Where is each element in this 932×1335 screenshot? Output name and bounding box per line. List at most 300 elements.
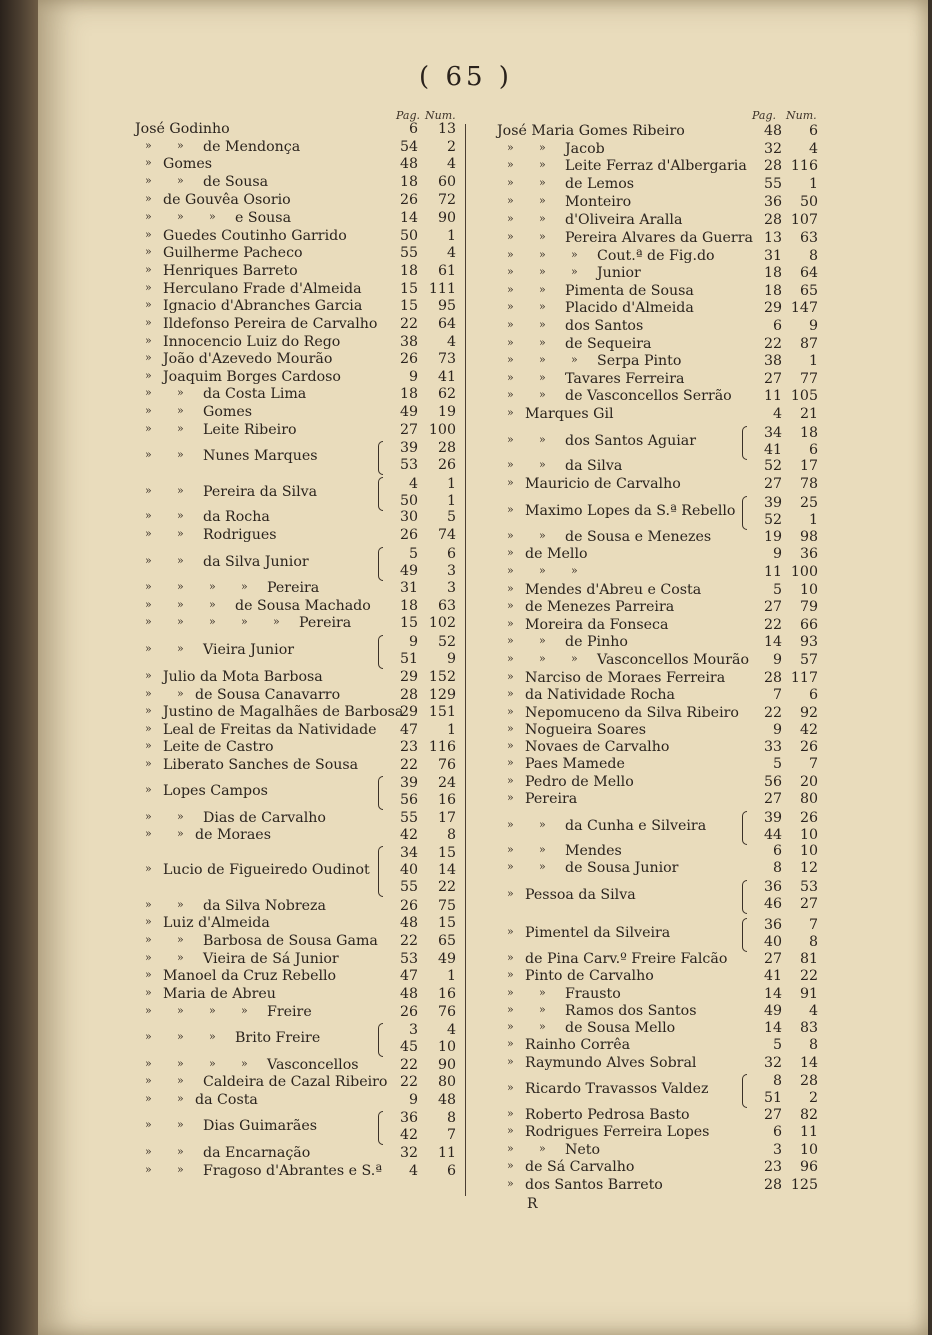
page-value: 26 [399, 1004, 418, 1020]
page-value: 27 [763, 599, 782, 615]
number-value: 3 [446, 562, 456, 579]
ditto-mark: » [145, 898, 152, 911]
entry-name: Manoel da Cruz Rebello [163, 968, 337, 984]
ditto-mark: » [145, 722, 152, 735]
page-value: 55 [763, 176, 782, 192]
entry-name: Vieira de Sá Junior [203, 951, 339, 967]
page-value: 47 [399, 968, 418, 984]
ditto-mark: » [507, 818, 514, 831]
page-value: 42 [399, 1126, 418, 1143]
number-value: 5 [446, 509, 456, 525]
ditto-mark: » [145, 448, 152, 461]
ditto-mark: » [209, 1030, 216, 1043]
page-value: 9 [772, 652, 782, 668]
ditto-mark: » [539, 986, 546, 999]
ditto-mark: » [209, 580, 216, 593]
ditto-mark: » [507, 564, 514, 577]
ditto-mark: » [507, 1159, 514, 1172]
ditto-mark: » [177, 509, 184, 522]
entry-name: dos Santos Aguiar [565, 433, 697, 449]
ditto-mark: » [539, 194, 546, 207]
ditto-mark: » [539, 634, 546, 647]
entry-name: d'Oliveira Aralla [565, 212, 683, 228]
ditto-mark: » [145, 1092, 152, 1105]
ditto-mark: » [177, 687, 184, 700]
number-value: 26 [437, 456, 456, 473]
ditto-mark: » [145, 527, 152, 540]
page-value: 5 [772, 756, 782, 772]
ditto-mark: » [145, 757, 152, 770]
ditto-mark: » [145, 263, 152, 276]
page-value: 13 [763, 230, 782, 246]
number-value: 1 [446, 968, 456, 984]
ditto-mark: » [507, 617, 514, 630]
number-value: 76 [437, 757, 456, 773]
number-value: 26 [799, 739, 818, 755]
number-value: 91 [799, 986, 818, 1002]
ditto-mark: » [241, 615, 248, 628]
page-value: 14 [763, 634, 782, 650]
ditto-mark: » [177, 580, 184, 593]
page-value: 18 [399, 174, 418, 190]
ditto-mark: » [145, 862, 152, 875]
ditto-mark: » [507, 248, 514, 261]
number-value: 76 [437, 1004, 456, 1020]
ditto-mark: » [145, 422, 152, 435]
ditto-mark: » [539, 353, 546, 366]
entry-name: Julio da Mota Barbosa [163, 669, 323, 685]
ditto-mark: » [177, 386, 184, 399]
page-value: 28 [763, 212, 782, 228]
ditto-mark: » [507, 791, 514, 804]
ditto-mark: » [539, 248, 546, 261]
page-value: 38 [399, 334, 418, 350]
page-value: 55 [399, 810, 418, 826]
number-value: 4 [446, 334, 456, 350]
entry-name: Pereira [267, 580, 320, 596]
number-value: 8 [808, 1037, 818, 1053]
entry-name: Cout.ª de Fig.do [597, 248, 715, 264]
entry-name: Leite Ferraz d'Albergaria [565, 158, 747, 174]
ditto-mark: » [145, 580, 152, 593]
entry-name: Vasconcellos [267, 1057, 359, 1073]
entry-name: José Godinho [135, 121, 230, 137]
ditto-mark: » [145, 1057, 152, 1070]
number-value: 64 [799, 265, 818, 281]
number-value: 12 [799, 860, 818, 876]
ditto-mark: » [507, 371, 514, 384]
ditto-mark: » [571, 564, 578, 577]
entry-name: Ricardo Travassos Valdez [525, 1081, 709, 1097]
number-value: 10 [799, 826, 818, 843]
ditto-mark: » [145, 316, 152, 329]
ditto-mark: » [145, 228, 152, 241]
number-value: 11 [437, 1145, 456, 1161]
page-value: 5 [772, 582, 782, 598]
ditto-mark: » [539, 818, 546, 831]
ditto-mark: » [539, 158, 546, 171]
page-value: 9 [772, 546, 782, 562]
ditto-mark: » [507, 739, 514, 752]
ditto-mark: » [539, 371, 546, 384]
ditto-mark: » [571, 248, 578, 261]
page-value: 41 [763, 968, 782, 984]
page-value: 22 [763, 617, 782, 633]
page-value: 56 [399, 791, 418, 808]
number-value: 14 [799, 1055, 818, 1071]
entry-name: da Costa Lima [203, 386, 307, 402]
entry-name: Mendes d'Abreu e Costa [525, 582, 702, 598]
pag-header: Pag. [752, 109, 777, 122]
number-value: 42 [799, 722, 818, 738]
number-value: 1 [446, 228, 456, 244]
page-value: 22 [399, 757, 418, 773]
ditto-mark: » [507, 503, 514, 516]
ditto-mark: » [145, 281, 152, 294]
page-value: 7 [772, 687, 782, 703]
ditto-mark: » [177, 404, 184, 417]
entry-name: Brito Freire [235, 1030, 321, 1046]
page-value: 22 [763, 336, 782, 352]
number-value: 49 [437, 951, 456, 967]
number-value: 83 [799, 1020, 818, 1036]
page-value: 18 [399, 263, 418, 279]
ditto-mark: » [539, 1020, 546, 1033]
ditto-mark: » [145, 986, 152, 999]
page-value: 6 [772, 843, 782, 859]
ditto-mark: » [177, 1057, 184, 1070]
entry-name: dos Santos Barreto [525, 1177, 663, 1193]
num-header: Num. [786, 109, 817, 122]
entry-name: Nogueira Soares [525, 722, 647, 738]
ditto-mark: » [177, 1145, 184, 1158]
page-value: 18 [763, 283, 782, 299]
number-value: 21 [799, 406, 818, 422]
entry-name: Freire [267, 1004, 312, 1020]
entry-name: Maria de Abreu [163, 986, 276, 1002]
number-value: 116 [428, 739, 456, 755]
entry-name: dos Santos [565, 318, 644, 334]
ditto-mark: » [177, 933, 184, 946]
ditto-mark: » [507, 1055, 514, 1068]
page-value: 6 [772, 1124, 782, 1140]
number-value: 92 [799, 705, 818, 721]
ditto-mark: » [145, 1030, 152, 1043]
entry-name: de Pina Carv.º Freire Falcão [525, 951, 728, 967]
page-value: 33 [763, 739, 782, 755]
entry-name: da Encarnação [203, 1145, 311, 1161]
page-value: 39 [763, 809, 782, 826]
ditto-mark: » [177, 210, 184, 223]
page-value: 51 [399, 650, 418, 667]
ditto-mark: » [507, 860, 514, 873]
ditto-mark: » [507, 756, 514, 769]
page-value: 9 [408, 633, 418, 650]
ditto-mark: » [507, 599, 514, 612]
number-value: 65 [799, 283, 818, 299]
page-value: 48 [763, 123, 782, 139]
page-value: 27 [399, 422, 418, 438]
entry-name: Ramos dos Santos [565, 1003, 697, 1019]
entry-name: Frausto [565, 986, 621, 1002]
number-value: 74 [437, 527, 456, 543]
entry-name: Leite de Castro [163, 739, 274, 755]
ditto-mark: » [177, 1092, 184, 1105]
entry-name: Justino de Magalhães de Barbosa [163, 704, 404, 720]
ditto-mark: » [539, 1003, 546, 1016]
page-value: 31 [763, 248, 782, 264]
number-value: 100 [790, 564, 818, 580]
ditto-mark: » [539, 176, 546, 189]
page-value: 53 [399, 456, 418, 473]
page-value: 50 [399, 492, 418, 509]
ditto-mark: » [145, 509, 152, 522]
number-value: 90 [437, 210, 456, 226]
ditto-mark: » [539, 564, 546, 577]
number-value: 117 [790, 670, 818, 686]
number-value: 1 [808, 176, 818, 192]
entry-name: de Sousa Canavarro [195, 687, 341, 703]
number-value: 28 [799, 1072, 818, 1089]
ditto-mark: » [209, 210, 216, 223]
page-value: 40 [763, 933, 782, 950]
page-value: 3 [408, 1021, 418, 1038]
page-value: 36 [763, 194, 782, 210]
ditto-mark: » [507, 353, 514, 366]
entry-name: de Menezes Parreira [525, 599, 675, 615]
page-value: 39 [399, 439, 418, 456]
entry-name: e Sousa [235, 210, 292, 226]
number-value: 11 [799, 1124, 818, 1140]
entry-name: Lopes Campos [163, 783, 268, 799]
entry-name: Serpa Pinto [597, 353, 682, 369]
number-value: 20 [799, 774, 818, 790]
ditto-mark: » [507, 388, 514, 401]
entry-name: de Sousa Machado [235, 598, 371, 614]
page-value: 18 [763, 265, 782, 281]
page-value: 34 [763, 424, 782, 441]
ditto-mark: » [539, 212, 546, 225]
entry-name: Guilherme Pacheco [163, 245, 303, 261]
number-value: 16 [437, 791, 456, 808]
entry-name: Moreira da Fonseca [525, 617, 669, 633]
page-value: 29 [399, 704, 418, 720]
ditto-mark: » [177, 1030, 184, 1043]
page-value: 42 [399, 827, 418, 843]
ditto-mark: » [507, 774, 514, 787]
number-value: 27 [799, 895, 818, 912]
ditto-mark: » [145, 554, 152, 567]
entry-name: Gomes [163, 156, 213, 172]
page-value: 23 [763, 1159, 782, 1175]
ditto-mark: » [539, 843, 546, 856]
number-value: 48 [437, 1092, 456, 1108]
number-value: 24 [437, 774, 456, 791]
number-value: 72 [437, 192, 456, 208]
ditto-mark: » [145, 369, 152, 382]
number-value: 77 [799, 371, 818, 387]
number-value: 2 [446, 139, 456, 155]
entry-name: Placido d'Almeida [565, 300, 694, 316]
number-value: 14 [437, 862, 456, 878]
page-value: 27 [763, 791, 782, 807]
number-value: 10 [799, 582, 818, 598]
page-value: 9 [408, 369, 418, 385]
number-value: 18 [799, 424, 818, 441]
ditto-mark: » [507, 1107, 514, 1120]
entry-name: Pereira Alvares da Guerra [565, 230, 753, 246]
ditto-mark: » [507, 529, 514, 542]
number-value: 41 [437, 369, 456, 385]
page-value: 9 [408, 1092, 418, 1108]
ditto-mark: » [507, 476, 514, 489]
ditto-mark: » [145, 156, 152, 169]
ditto-mark: » [145, 1074, 152, 1087]
number-value: 98 [799, 529, 818, 545]
ditto-mark: » [145, 386, 152, 399]
page-value: 52 [763, 511, 782, 528]
entry-name: Pessoa da Silva [525, 887, 636, 903]
ditto-mark: » [507, 176, 514, 189]
entry-name: Leal de Freitas da Natividade [163, 722, 377, 738]
page-value: 26 [399, 192, 418, 208]
page-value: 27 [763, 371, 782, 387]
ditto-mark: » [539, 433, 546, 446]
page-value: 28 [763, 1177, 782, 1193]
ditto-mark: » [507, 458, 514, 471]
number-value: 100 [428, 422, 456, 438]
ditto-mark: » [507, 1177, 514, 1190]
number-value: 1 [446, 475, 456, 492]
page-value: 5 [772, 1037, 782, 1053]
ditto-mark: » [177, 1004, 184, 1017]
entry-name: Maximo Lopes da S.ª Rebello [525, 503, 736, 519]
entry-name: Neto [565, 1142, 601, 1158]
number-value: 3 [446, 580, 456, 596]
ditto-mark: » [145, 351, 152, 364]
entry-name: de Mendonça [203, 139, 301, 155]
number-value: 6 [808, 687, 818, 703]
number-value: 75 [437, 898, 456, 914]
ditto-mark: » [507, 1081, 514, 1094]
entry-name: Pedro de Mello [525, 774, 634, 790]
number-value: 125 [790, 1177, 818, 1193]
ditto-mark: » [145, 827, 152, 840]
entry-name: Monteiro [565, 194, 632, 210]
number-value: 13 [437, 121, 456, 137]
ditto-mark: » [539, 300, 546, 313]
ditto-mark: » [507, 1003, 514, 1016]
number-value: 116 [790, 158, 818, 174]
entry-name: de Sousa e Menezes [565, 529, 712, 545]
ditto-mark: » [177, 422, 184, 435]
entry-name: Caldeira de Cazal Ribeiro [203, 1074, 388, 1090]
number-value: 95 [437, 298, 456, 314]
page-value: 28 [763, 670, 782, 686]
ditto-mark: » [507, 1124, 514, 1137]
ditto-mark: » [177, 554, 184, 567]
page-value: 49 [399, 404, 418, 420]
entry-name: Marques Gil [525, 406, 614, 422]
ditto-mark: » [539, 388, 546, 401]
page-value: 27 [763, 1107, 782, 1123]
entry-name: Pereira da Silva [203, 484, 318, 500]
page-value: 18 [399, 386, 418, 402]
ditto-mark: » [507, 843, 514, 856]
page-value: 52 [763, 458, 782, 474]
entry-name: Vasconcellos Mourão [597, 652, 750, 668]
entry-name: de Sousa Junior [565, 860, 679, 876]
number-value: 87 [799, 336, 818, 352]
ditto-mark: » [145, 642, 152, 655]
number-value: 52 [437, 633, 456, 650]
entry-name: de Sousa Mello [565, 1020, 676, 1036]
ditto-mark: » [209, 1057, 216, 1070]
ditto-mark: » [145, 598, 152, 611]
entry-name: de Lemos [565, 176, 635, 192]
entry-name: Pimenta de Sousa [565, 283, 694, 299]
page-value: 48 [399, 915, 418, 931]
number-value: 15 [437, 845, 456, 861]
ditto-mark: » [507, 968, 514, 981]
entry-name: Pereira [525, 791, 578, 807]
ditto-mark: » [145, 1118, 152, 1131]
number-value: 25 [799, 494, 818, 511]
entry-name: Ignacio d'Abranches Garcia [163, 298, 363, 314]
page-value: 41 [763, 441, 782, 458]
entry-name: Rodrigues [203, 527, 277, 543]
page-value: 9 [772, 722, 782, 738]
page-value: 34 [399, 845, 418, 861]
number-value: 8 [446, 827, 456, 843]
ditto-mark: » [209, 598, 216, 611]
number-value: 10 [799, 1142, 818, 1158]
page-value: 31 [399, 580, 418, 596]
entry-name: Fragoso d'Abrantes e S.ª [203, 1163, 382, 1179]
ditto-mark: » [177, 951, 184, 964]
entry-name: Novaes de Carvalho [525, 739, 670, 755]
ditto-mark: » [507, 1037, 514, 1050]
page-value: 51 [763, 1089, 782, 1106]
ditto-mark: » [145, 210, 152, 223]
ditto-mark: » [145, 334, 152, 347]
page-value: 26 [399, 527, 418, 543]
ditto-mark: » [177, 527, 184, 540]
number-value: 36 [799, 546, 818, 562]
entry-name: Rainho Corrêa [525, 1037, 631, 1053]
entry-name: Leite Ribeiro [203, 422, 297, 438]
entry-name: Narciso de Moraes Ferreira [525, 670, 726, 686]
number-value: 4 [808, 1003, 818, 1019]
ditto-mark: » [145, 245, 152, 258]
ditto-mark: » [507, 670, 514, 683]
entry-name: da Natividade Rocha [525, 687, 676, 703]
ditto-mark: » [145, 484, 152, 497]
page-value: 54 [399, 139, 418, 155]
number-value: 6 [446, 1163, 456, 1179]
entry-name: da Cunha e Silveira [565, 818, 707, 834]
number-value: 15 [437, 915, 456, 931]
page-value: 44 [763, 826, 782, 843]
page-value: 14 [399, 210, 418, 226]
entry-name: de Sequeira [565, 336, 652, 352]
page-value: 28 [763, 158, 782, 174]
page-value: 8 [772, 1072, 782, 1089]
ditto-mark: » [571, 353, 578, 366]
page-value: 29 [399, 669, 418, 685]
ditto-mark: » [209, 615, 216, 628]
ditto-mark: » [177, 1074, 184, 1087]
